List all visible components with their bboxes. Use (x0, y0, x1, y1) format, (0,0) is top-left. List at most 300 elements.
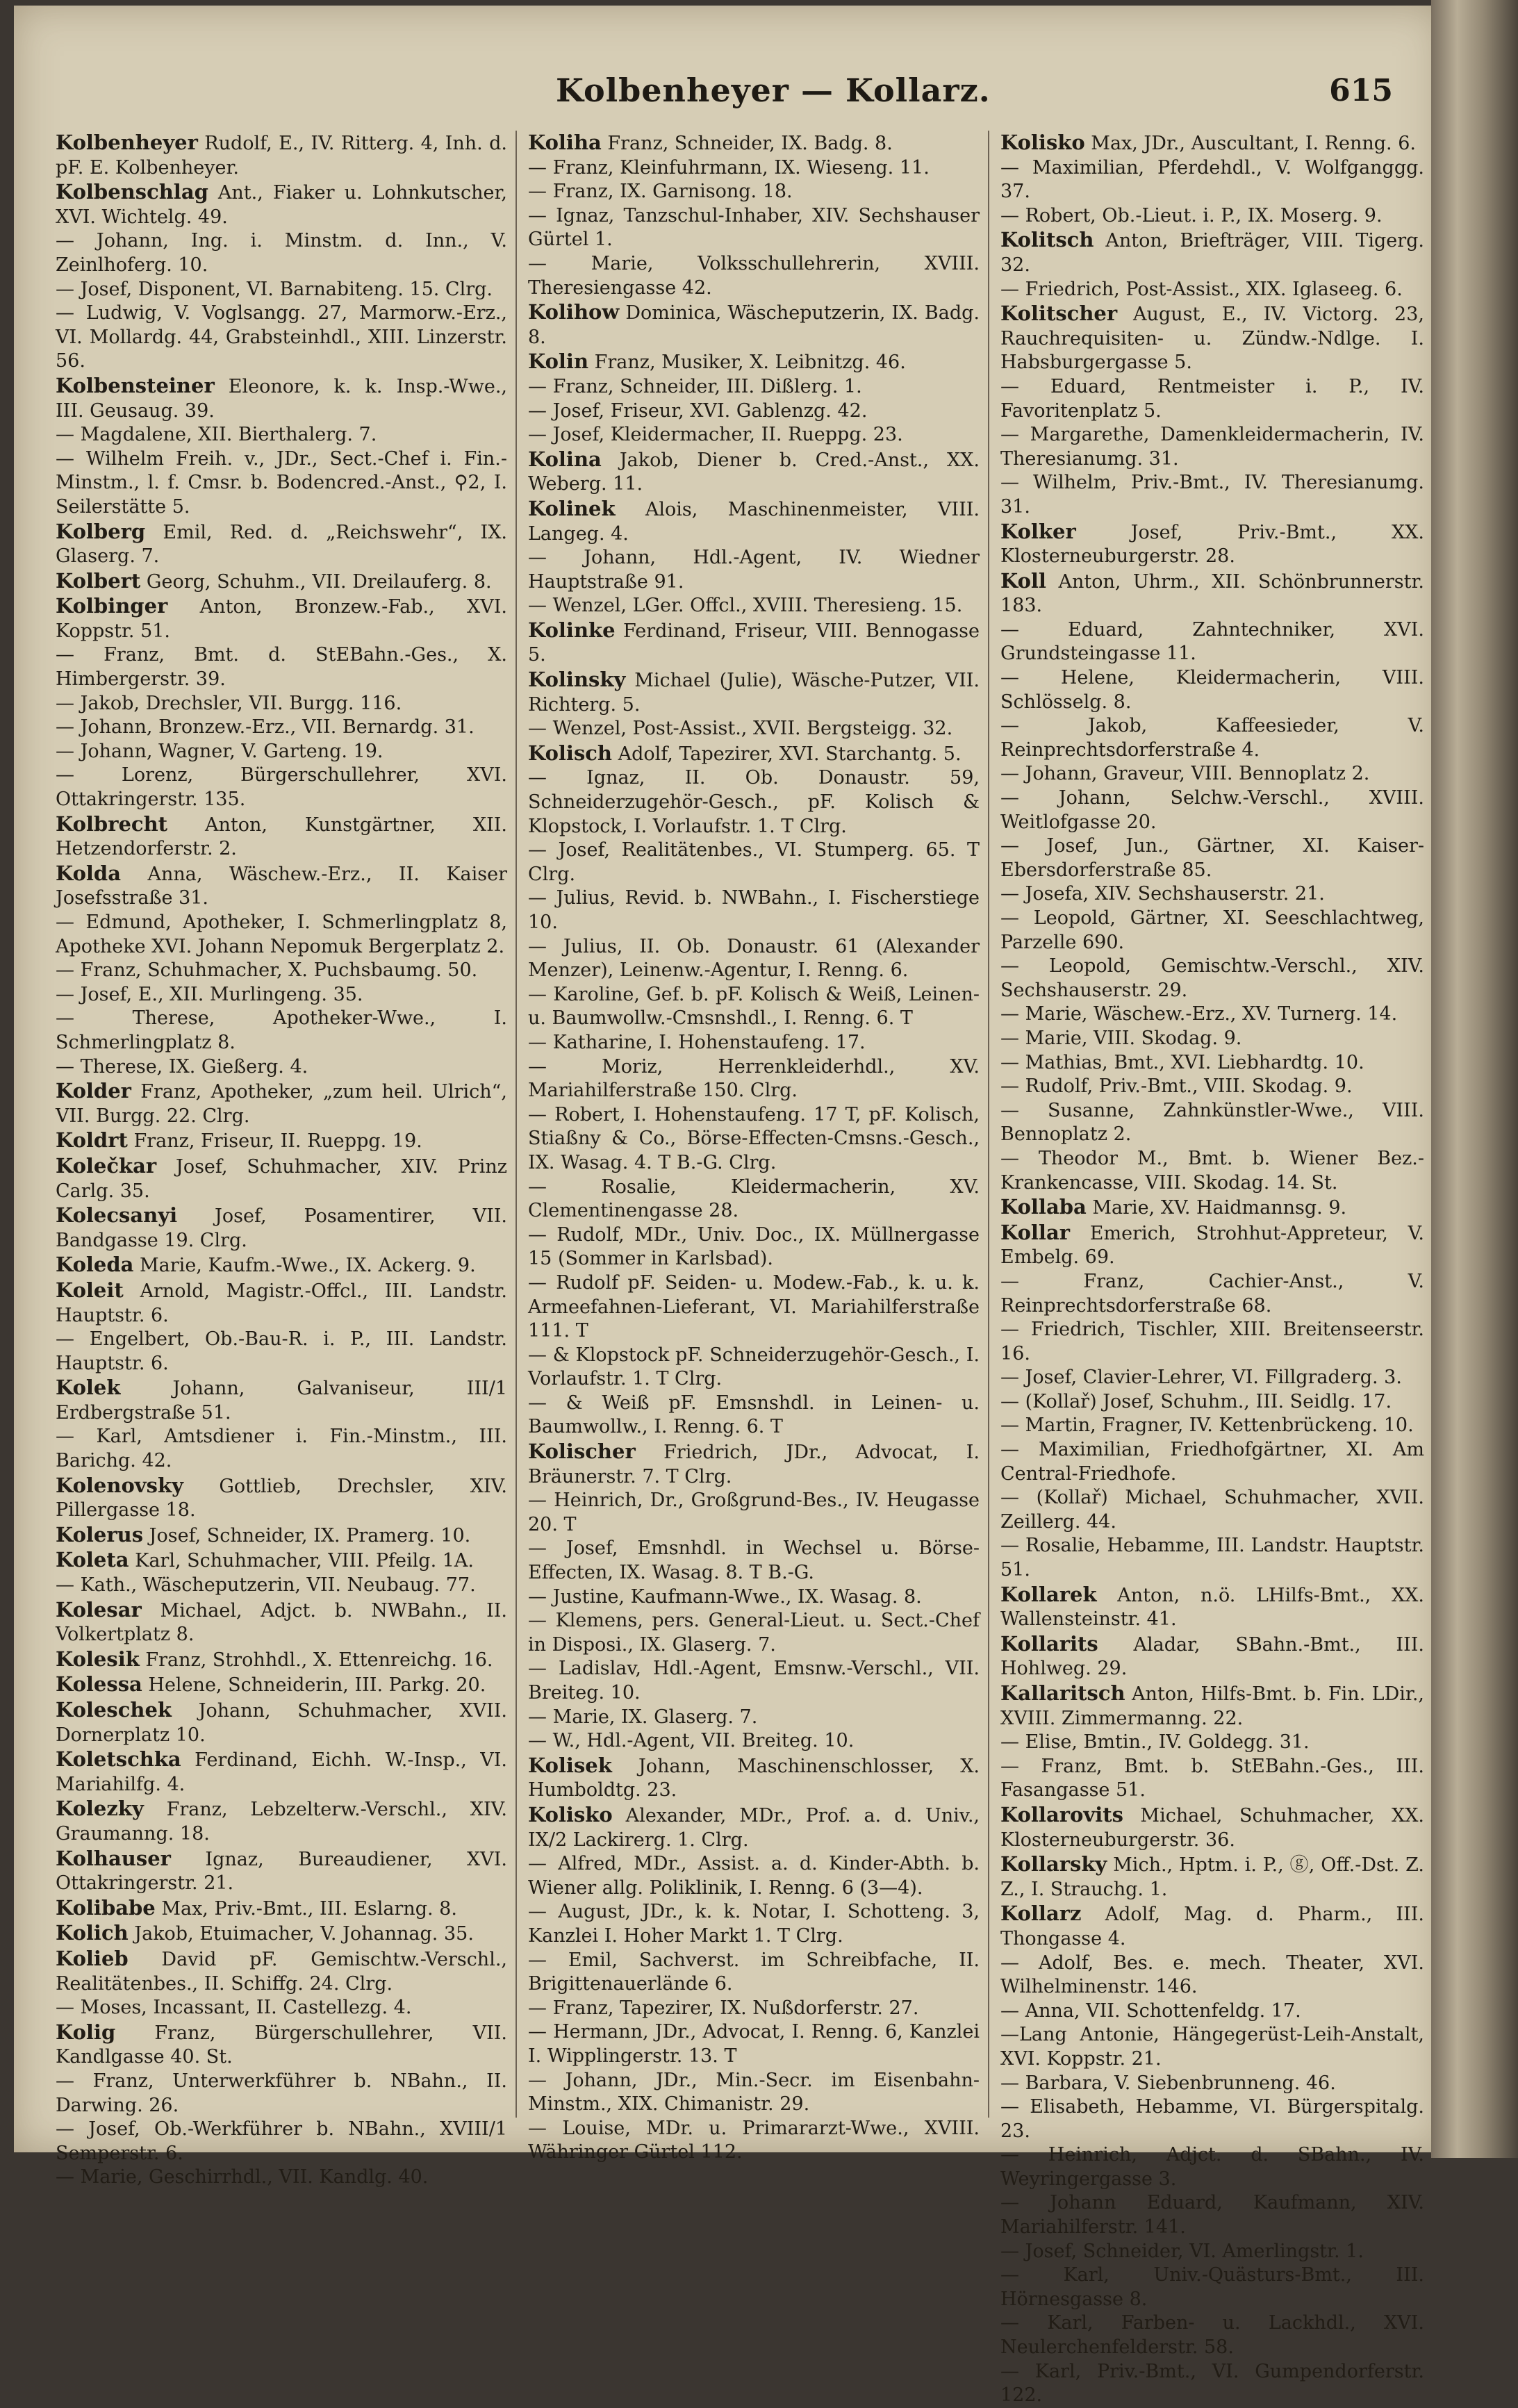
directory-entry (1000, 228, 1424, 277)
directory-entry (1000, 882, 1424, 907)
directory-entry (1000, 1583, 1424, 1632)
directory-entry (1000, 2263, 1424, 2311)
entry-text: — Johann, JDr., Min.-Secr. im Eisenbahn-Minstm., XIX. Chimanistr. 29. (528, 2069, 980, 2116)
directory-entry (1000, 2095, 1424, 2143)
entry-text: — Engelbert, Ob.-Bau-R. i. P., III. Landstr. Hauptstr. 6. (56, 1328, 507, 1374)
entry-surname: Kollar (1000, 1220, 1071, 1244)
entry-text: — Adolf, Bes. e. mech. Theater, XVI. Wilhelminenstr. 146. (1000, 1952, 1424, 1998)
entry-surname: Kolitscher (1000, 302, 1118, 326)
directory-entry (528, 1997, 980, 2021)
entry-text: — Franz, Unterwerkführer b. NBahn., II. Darwing. 26. (56, 2070, 507, 2116)
entry-text: — Lorenz, Bürgerschullehrer, XVI. Ottakringerstr. 135. (56, 764, 507, 811)
directory-entry (528, 766, 980, 839)
directory-entry (56, 131, 507, 180)
entry-text: Anna, Wäschew.-Erz., II. Kaiser Josefsstraße 31. (56, 863, 507, 909)
directory-entry (1000, 1755, 1424, 1803)
entry-text: Josef, Priv.-Bmt., XX. Klosterneuburgerstr. 28. (1000, 521, 1424, 568)
entry-surname: Kolisek (528, 1753, 612, 1777)
directory-entry (528, 300, 980, 349)
directory-entry (56, 447, 507, 520)
entry-text: — (Kollař) Michael, Schuhmacher, XVII. Zeillerg. 44. (1000, 1487, 1424, 1533)
directory-entry (528, 1055, 980, 1103)
directory-entry (56, 1574, 507, 1598)
entry-text: — Helene, Kleidermacherin, VIII. Schlösselg. 8. (1000, 667, 1424, 713)
entry-text: — & Klopstock pF. Schneiderzugehör-Gesch., I. Vorlaufstr. 1. T Clrg. (528, 1344, 980, 1390)
entry-text: Alois, Maschinenmeister, VIII. Langeg. 4. (528, 498, 980, 545)
entry-text: Arnold, Magistr.-Offcl., III. Landstr. Hauptstr. 6. (56, 1280, 507, 1326)
entry-surname: Kolesik (56, 1647, 140, 1671)
entry-surname: Koleda (56, 1253, 134, 1277)
entry-text: Anton, Briefträger, VIII. Tigerg. 32. (1000, 230, 1424, 276)
entry-text: — Josef, E., XII. Murlingeng. 35. (56, 983, 363, 1005)
directory-entry (1000, 1632, 1424, 1681)
directory-entry (56, 1154, 507, 1203)
entry-text: — W., Hdl.-Agent, VII. Breiteg. 10. (528, 1730, 855, 1752)
directory-entry (1000, 907, 1424, 955)
directory-entry (528, 1489, 980, 1537)
entry-text: — Wilhelm, Priv.-Bmt., IV. Theresianumg. 31. (1000, 472, 1424, 518)
directory-entry (56, 764, 507, 811)
directory-entry (1000, 762, 1424, 786)
directory-entry (56, 1425, 507, 1473)
column-3 (1000, 131, 1424, 2407)
directory-entry (56, 1647, 507, 1673)
directory-entry (56, 180, 507, 229)
entry-surname: Kolbrecht (56, 811, 168, 836)
entry-text: — Elise, Bmtin., IV. Goldegg. 31. (1000, 1731, 1310, 1754)
entry-text: — Franz, Schuhmacher, X. Puchsbaumg. 50. (56, 959, 478, 982)
directory-entry (528, 1031, 980, 1055)
directory-entry (528, 886, 980, 934)
directory-entry (1000, 375, 1424, 423)
entry-text: — Therese, IX. Gießerg. 4. (56, 1055, 308, 1078)
directory-entry (1000, 1414, 1424, 1438)
entry-text: Anton, n.ö. LHilfs-Bmt., XX. Wallensteinstr. 41. (1000, 1584, 1424, 1631)
entry-text: — Mathias, Bmt., XVI. Liebhardtg. 10. (1000, 1051, 1364, 1073)
entry-text: — Friedrich, Tischler, XIII. Breitenseerstr. 16. (1000, 1319, 1424, 1364)
entry-text: — Julius, II. Ob. Donaustr. 61 (Alexander Menzer), Leinenw.-Agentur, I. Renng. 6. (528, 935, 980, 982)
entry-surname: Koletschka (56, 1747, 181, 1772)
entry-surname: Kolbensteiner (56, 373, 215, 397)
directory-entry (1000, 1852, 1424, 1902)
directory-entry (56, 692, 507, 716)
directory-entry (1000, 1803, 1424, 1852)
entry-text: — Jakob, Drechsler, VII. Burgg. 116. (56, 692, 402, 714)
directory-entry (528, 1103, 980, 1176)
entry-text: Dominica, Wäscheputzerin, IX. Badg. 8. (528, 302, 980, 348)
entry-surname: Kolisko (528, 1802, 613, 1826)
directory-entry (528, 839, 980, 886)
entry-text: — Maximilian, Friedhofgärtner, XI. Am Central-Friedhofe. (1000, 1439, 1424, 1485)
directory-entry (56, 2070, 507, 2118)
directory-entry (1000, 2023, 1424, 2071)
entry-text: Adolf, Mag. d. Pharm., III. Thongasse 4. (1000, 1904, 1424, 1949)
directory-entry (528, 204, 980, 252)
entry-text: Franz, Lebzelterw.-Verschl., XIV. Graumanng. 18. (56, 1799, 507, 1845)
entry-text: Friedrich, JDr., Advocat, I. Bräunerstr. 7. T Clrg. (528, 1442, 980, 1487)
directory-entry (1000, 1999, 1424, 2024)
column-divider (515, 131, 517, 2118)
entry-text: — Ignaz, II. Ob. Donaustr. 59, Schneiderzugehör-Gesch., pF. Kolisch & Klopstock, I. Vorlaufstr. 1. T Clrg. (528, 767, 980, 837)
directory-entry (528, 1754, 980, 1803)
directory-entry (56, 643, 507, 691)
page-number: 615 (1329, 73, 1393, 108)
entry-text: — Eduard, Zahntechniker, XVI. Grundsteingasse 11. (1000, 618, 1424, 665)
directory-entry (1000, 955, 1424, 1003)
directory-entry (528, 423, 980, 447)
entry-text: Franz, Friseur, II. Rueppg. 19. (127, 1130, 422, 1153)
entry-text: — Franz, Bmt. b. StEBahn.-Ges., III. Fasangasse 51. (1000, 1755, 1424, 1801)
entry-text: Marie, XV. Haidmannsg. 9. (1086, 1197, 1347, 1219)
entry-text: — Johann, Selchw.-Verschl., XVIII. Weitlofgasse 20. (1000, 787, 1424, 833)
directory-entry (528, 618, 980, 668)
directory-entry (56, 1128, 507, 1154)
entry-text: Josef, Schuhmacher, XIV. Prinz Carlg. 35. (56, 1155, 507, 1202)
entry-surname: Kolihow (528, 300, 620, 324)
directory-entry (1000, 1952, 1424, 1999)
directory-entry (1000, 1438, 1424, 1486)
entry-text: — Hermann, JDr., Advocat, I. Renng. 6, Kanzlei I. Wipplingerstr. 13. T (528, 2021, 980, 2067)
entry-surname: Kolerus (56, 1522, 144, 1547)
entry-text: Ferdinand, Eichh. W.-Insp., VI. Mariahilfg. 4. (56, 1749, 507, 1795)
entry-text: — Leopold, Gemischtw.-Verschl., XIV. Sechshauserstr. 29. (1000, 955, 1424, 1001)
entry-text: — Friedrich, Post-Assist., XIX. Iglaseeg. 6. (1000, 278, 1403, 300)
entry-text: — Johann, Wagner, V. Garteng. 19. (56, 740, 383, 762)
running-head: Kolbenheyer — Kollarz. (556, 72, 991, 109)
directory-entry (56, 569, 507, 595)
directory-entry (56, 1007, 507, 1055)
entry-text: — Marie, Wäschew.-Erz., XV. Turnerg. 14. (1000, 1003, 1398, 1025)
entry-text: — Wenzel, Post-Assist., XVII. Bergsteigg. 32. (528, 718, 953, 740)
directory-entry (528, 2117, 980, 2165)
directory-entry (528, 375, 980, 399)
entry-text: — Wilhelm Freih. v., JDr., Sect.-Chef i. Fin.-Minstm., l. f. Cmsr. b. Bodencred.-Anst., ⚲2, I. Seilerstätte 5. (56, 447, 507, 518)
entry-text: — Moriz, Herrenkleiderhdl., XV. Mariahilferstraße 150. Clrg. (528, 1055, 980, 1102)
entry-text: Alexander, MDr., Prof. a. d. Univ., IX/2 Lackirerg. 1. Clrg. (528, 1804, 980, 1851)
directory-entry (528, 2020, 980, 2068)
entry-text: — Rosalie, Hebamme, III. Landstr. Hauptstr. 51. (1000, 1535, 1424, 1581)
entry-text: — Johann, Graveur, VIII. Bennoplatz 2. (1000, 763, 1370, 785)
directory-entry (1000, 131, 1424, 156)
entry-text: — Maximilian, Pferdehdl., V. Wolfganggg. 37. (1000, 156, 1424, 203)
entry-surname: Kolin (528, 349, 589, 374)
directory-entry (1000, 618, 1424, 666)
entry-surname: Koleschek (56, 1698, 172, 1722)
entry-text: — Robert, Ob.-Lieut. i. P., IX. Moserg. 9. (1000, 204, 1383, 226)
entry-text: Michael (Julie), Wäsche-Putzer, VII. Richterg. 5. (528, 670, 980, 716)
entry-text: — Wenzel, LGer. Offcl., XVIII. Theresieng. 15. (528, 595, 963, 617)
entry-surname: Kolinsky (528, 668, 626, 692)
entry-text: — Karl, Univ.-Quästurs-Bmt., III. Hörnesgasse 8. (1000, 2264, 1424, 2310)
entry-text: — Ignaz, Tanzschul-Inhaber, XIV. Sechshauser Gürtel 1. (528, 204, 980, 251)
directory-entry (528, 668, 980, 717)
directory-entry (1000, 471, 1424, 519)
entry-surname: Kolezky (56, 1797, 144, 1821)
directory-entry (1000, 1681, 1424, 1731)
entry-text: — (Kollař) Josef, Schuhm., III. Seidlg. 17. (1000, 1390, 1392, 1412)
directory-entry (528, 156, 980, 181)
entry-surname: Kollarovits (1000, 1802, 1123, 1826)
entry-text: — Ludwig, V. Voglsangg. 27, Marmorw.-Erz., VI. Mollardg. 44, Grabsteinhdl., XIII. Linzerstr. 56. (56, 302, 507, 372)
entry-text: Josef, Posamentirer, VII. Bandgasse 19. Clrg. (56, 1205, 507, 1251)
entry-text: — Rudolf pF. Seiden- u. Modew.-Fab., k. u. k. Armeefahnen-Lieferant, VI. Mariahilferstraße 111. T (528, 1271, 980, 1342)
directory-entry (528, 2069, 980, 2117)
entry-text: Ferdinand, Friseur, VIII. Bennogasse 5. (528, 620, 980, 666)
entry-text: — Jakob, Kaffeesieder, V. Reinprechtsdorferstraße 4. (1000, 715, 1424, 761)
column-divider (988, 131, 989, 2118)
directory-entry (1000, 1075, 1424, 1099)
entry-text: — Johann, Bronzew.-Erz., VII. Bernardg. 31. (56, 716, 475, 739)
directory-entry (528, 1657, 980, 1705)
entry-text: — Karl, Priv.-Bmt., VI. Gumpendorferstr. 122. (1000, 2360, 1424, 2407)
directory-entry (56, 1847, 507, 1896)
entry-text: Max, Priv.-Bmt., III. Eslarng. 8. (155, 1897, 457, 1920)
directory-entry (56, 1253, 507, 1278)
directory-entry (1000, 1099, 1424, 1147)
page-header (14, 72, 1442, 120)
directory-entry (528, 1176, 980, 1223)
entry-text: — Josef, Disponent, VI. Barnabiteng. 15. Clrg. (56, 278, 493, 300)
directory-entry (528, 1585, 980, 1610)
entry-text: Emerich, Strohhut-Appreteur, V. Embelg. 69. (1000, 1222, 1424, 1269)
entry-text: — Rudolf, MDr., Univ. Doc., IX. Müllnergasse 15 (Sommer in Karlsbad). (528, 1223, 980, 1270)
entry-text: — Rudolf, Priv.-Bmt., VIII. Skodag. 9. (1000, 1075, 1353, 1098)
entry-surname: Kolischer (528, 1440, 636, 1464)
directory-entry (1000, 278, 1424, 302)
entry-text: — Josef, Realitätenbes., VI. Stumperg. 65. T Clrg. (528, 839, 980, 885)
column-2 (528, 131, 980, 2163)
directory-entry (528, 399, 980, 424)
entry-text: — Franz, Tapezirer, IX. Nußdorferstr. 27. (528, 1997, 919, 2019)
entry-text: Rudolf, E., IV. Ritterg. 4, Inh. d. pF. E. Kolbenheyer. (56, 133, 507, 179)
directory-entry (56, 1947, 507, 1996)
directory-entry (56, 1672, 507, 1698)
entry-text: — Barbara, V. Siebenbrunneng. 46. (1000, 2072, 1336, 2094)
entry-text: Marie, Kaufm.-Wwe., IX. Ackerg. 9. (133, 1255, 476, 1277)
entry-text: — Josef, Schneider, VI. Amerlingstr. 1. (1000, 2240, 1364, 2262)
entry-surname: Kolenovsky (56, 1473, 183, 1497)
entry-surname: Kallaritsch (1000, 1681, 1125, 1705)
entry-surname: Kolinek (528, 496, 616, 520)
entry-surname: Kolich (56, 1921, 129, 1945)
directory-entry (528, 1706, 980, 1730)
entry-text: — Johann, Hdl.-Agent, IV. Wiedner Hauptstraße 91. (528, 547, 980, 593)
entry-text: Adolf, Tapezirer, XVI. Starchantg. 5. (612, 743, 962, 765)
entry-text: — & Weiß pF. Emsnshdl. in Leinen- u. Baumwollw., I. Renng. 6. T (528, 1392, 980, 1438)
entry-text: — Moses, Incassant, II. Castellezg. 4. (56, 1997, 412, 2019)
entry-text: — Julius, Revid. b. NWBahn., I. Fischerstiege 10. (528, 887, 980, 933)
entry-surname: Kollaba (1000, 1195, 1087, 1219)
directory-entry (1000, 1027, 1424, 1051)
entry-surname: Koll (1000, 568, 1046, 593)
entry-text: Michael, Adjct. b. NWBahn., II. Volkertplatz 8. (56, 1599, 507, 1646)
directory-entry (56, 374, 507, 423)
directory-entry (56, 1996, 507, 2020)
directory-entry (1000, 2311, 1424, 2359)
entry-surname: Kollarek (1000, 1582, 1097, 1606)
directory-entry (56, 1278, 507, 1328)
directory-entry (1000, 2191, 1424, 2239)
directory-entry (1000, 1270, 1424, 1318)
entry-text: Franz, Musiker, X. Leibnitzg. 46. (588, 352, 906, 374)
entry-text: Franz, Bürgerschullehrer, VII. Kandlgasse 40. St. (56, 2022, 507, 2068)
directory-entry (56, 1203, 507, 1253)
directory-entry (1000, 786, 1424, 834)
entry-text: — Ladislav, Hdl.-Agent, Emsnw.-Verschl., VII. Breiteg. 10. (528, 1658, 980, 1704)
entry-text: — Anna, VII. Schottenfeldg. 17. (1000, 1999, 1301, 2022)
entry-text: — Josef, Clavier-Lehrer, VI. Fillgraderg. 3. (1000, 1367, 1402, 1389)
directory-entry (56, 911, 507, 959)
entry-text: — Josef, Friseur, XVI. Gablenzg. 42. (528, 399, 868, 422)
entry-text: Josef, Schneider, IX. Pramerg. 10. (143, 1524, 471, 1547)
directory-entry (56, 2020, 507, 2070)
entry-text: Franz, Strohhdl., X. Ettenreichg. 16. (139, 1649, 493, 1671)
directory-entry (56, 1548, 507, 1574)
directory-entry (528, 741, 980, 767)
entry-text: — Franz, Kleinfuhrmann, IX. Wieseng. 11. (528, 156, 930, 179)
entry-text: — Marie, IX. Glaserg. 7. (528, 1706, 758, 1728)
entry-text: —Lang Antonie, Hängegerüst-Leih-Anstalt, XVI. Koppstr. 21. (1000, 2024, 1424, 2070)
entry-text: — Therese, Apotheker-Wwe., I. Schmerlingplatz 8. (56, 1007, 507, 1053)
directory-entry (56, 1896, 507, 1922)
entry-text: — Josef, Emsnhdl. in Wechsel u. Börse-Effecten, IX. Wasag. 8. T B.-G. (528, 1537, 980, 1584)
directory-entry (528, 180, 980, 204)
directory-entry (528, 497, 980, 546)
entry-text: — Heinrich, Dr., Großgrund-Bes., IV. Heugasse 20. T (528, 1490, 980, 1535)
directory-entry (56, 983, 507, 1007)
entry-text: — Johann, Ing. i. Minstm. d. Inn., V. Zeinlhoferg. 10. (56, 230, 507, 276)
directory-entry (56, 959, 507, 983)
directory-entry (1000, 666, 1424, 714)
entry-text: — Franz, Schneider, III. Dißlerg. 1. (528, 375, 862, 397)
directory-entry (56, 423, 507, 447)
entry-text: Karl, Schuhmacher, VIII. Pfeilg. 1A. (129, 1550, 474, 1572)
entry-text: Gottlieb, Drechsler, XIV. Pillergasse 18. (56, 1475, 507, 1522)
directory-entry (1000, 2143, 1424, 2191)
directory-entry (1000, 1534, 1424, 1582)
entry-text: David pF. Gemischtw.-Verschl., Realitätenbes., II. Schiffg. 24. Clrg. (56, 1948, 507, 1995)
entry-surname: Kolhauser (56, 1846, 171, 1870)
entry-surname: Koleta (56, 1548, 129, 1572)
entry-surname: Kolisch (528, 741, 613, 765)
directory-entry (528, 1223, 980, 1271)
directory-entry (1000, 156, 1424, 204)
directory-entry (1000, 423, 1424, 471)
directory-entry (528, 1537, 980, 1585)
entry-text: — Emil, Sachverst. im Schreibfache, II. Brigittenauerlände 6. (528, 1949, 980, 1995)
directory-entry (528, 1609, 980, 1657)
entry-surname: Kollarits (1000, 1631, 1098, 1656)
directory-entry (56, 1698, 507, 1747)
entry-surname: Kolessa (56, 1672, 142, 1697)
entry-surname: Kolbert (56, 568, 141, 593)
entry-surname: Kolek (56, 1376, 121, 1400)
directory-entry (56, 2118, 507, 2166)
entry-surname: Kolitsch (1000, 228, 1094, 252)
entry-text: — Margarethe, Damenkleidermacherin, IV. Theresianumg. 31. (1000, 424, 1424, 470)
directory-entry (528, 131, 980, 156)
entry-text: Anton, Kunstgärtner, XII. Hetzendorferstr. 2. (56, 814, 507, 860)
entry-text: Aladar, SBahn.-Bmt., III. Hohlweg. 29. (1000, 1633, 1424, 1680)
entry-text: — Karoline, Gef. b. pF. Kolisch & Weiß, Leinen- u. Baumwollw.-Cmsnshdl., I. Renng. 6. T (528, 983, 980, 1030)
directory-entry (56, 1921, 507, 1947)
directory-entry (528, 1949, 980, 1997)
entry-text: — Theodor M., Bmt. b. Wiener Bez.-Krankencasse, VIII. Skodag. 14. St. (1000, 1147, 1424, 1194)
directory-entry (528, 447, 980, 497)
entry-text: August, E., IV. Victorg. 23, Rauchrequisiten- u. Zündw.-Ndlge. I. Habsburgergasse 5. (1000, 304, 1424, 374)
entry-text: Anton, Hilfs-Bmt. b. Fin. LDir., XVIII. Zimmermanng. 22. (1000, 1683, 1424, 1729)
entry-surname: Kolbinger (56, 594, 168, 618)
directory-entry (528, 594, 980, 618)
entry-text: — Leopold, Gärtner, XI. Seeschlachtweg, Parzelle 690. (1000, 907, 1424, 953)
directory-entry (56, 740, 507, 764)
entry-text: — Heinrich, Adjct. d. SBahn., IV. Weyringergasse 3. (1000, 2144, 1424, 2190)
entry-text: — Martin, Fragner, IV. Kettenbrückeng. 10. (1000, 1415, 1414, 1437)
directory-entry (1000, 1390, 1424, 1415)
directory-entry (56, 1376, 507, 1425)
directory-entry (1000, 2072, 1424, 2096)
directory-entry (528, 717, 980, 741)
entry-text: — Franz, Cachier-Anst., V. Reinprechtsdorferstraße 68. (1000, 1270, 1424, 1317)
entry-surname: Koldrt (56, 1128, 128, 1153)
entry-surname: Kolinke (528, 618, 616, 642)
entry-surname: Kolbenschlag (56, 180, 208, 204)
directory-entry (56, 812, 507, 861)
entry-text: Anton, Uhrm., XII. Schönbrunnerstr. 183. (1000, 570, 1424, 617)
entry-surname: Kolesar (56, 1597, 142, 1622)
entry-text: — Josefa, XIV. Sechshauserstr. 21. (1000, 883, 1325, 905)
entry-text: — Robert, I. Hohenstaufeng. 17 T, pF. Kolisch, Stiaßny & Co., Börse-Effecten-Cmsns.-Gesch., IX. Wasag. 4. T B.-G. Clrg. (528, 1103, 980, 1173)
directory-entry (1000, 1221, 1424, 1270)
entry-text: — Katharine, I. Hohenstaufeng. 17. (528, 1031, 866, 1053)
entry-surname: Kolberg (56, 519, 146, 543)
directory-entry (1000, 1318, 1424, 1366)
entry-surname: Kolecsanyi (56, 1203, 178, 1228)
entry-text: — Marie, VIII. Skodag. 9. (1000, 1027, 1242, 1049)
entry-surname: Kolisko (1000, 131, 1085, 154)
entry-text: — Alfred, MDr., Assist. a. d. Kinder-Abth. b. Wiener allg. Poliklinik, I. Renng. 6 (3—4). (528, 1853, 980, 1899)
entry-text: — Edmund, Apotheker, I. Schmerlingplatz 8, Apotheke XVI. Johann Nepomuk Bergerplatz 2. (56, 912, 507, 957)
entry-surname: Koliha (528, 131, 602, 154)
entry-text: Jakob, Etuimacher, V. Johannag. 35. (128, 1923, 474, 1945)
directory-entry (56, 1797, 507, 1846)
entry-text: — Josef, Kleidermacher, II. Rueppg. 23. (528, 424, 903, 446)
entry-text: — Elisabeth, Hebamme, VI. Bürgerspitalg. 23. (1000, 2096, 1424, 2142)
directory-entry (1000, 1003, 1424, 1027)
directory-entry (528, 1392, 980, 1440)
directory-entry (528, 983, 980, 1031)
entry-text: — Josef, Ob.-Werkführer b. NBahn., XVIII/1 Semperstr. 6. (56, 2118, 507, 2164)
entry-text: Ignaz, Bureaudiener, XVI. Ottakringerstr. 21. (56, 1848, 507, 1895)
directory-entry (528, 252, 980, 300)
directory-entry (528, 349, 980, 375)
directory-entry (56, 716, 507, 740)
entry-surname: Kolig (56, 2020, 116, 2044)
entry-text: — Johann Eduard, Kaufmann, XIV. Mariahilferstr. 141. (1000, 2192, 1424, 2238)
directory-page (14, 6, 1442, 2407)
entry-text: — Louise, MDr. u. Primararzt-Wwe., XVIII. Währinger Gürtel 112. (528, 2117, 980, 2163)
directory-entry (528, 1271, 980, 1344)
entry-surname: Koleit (56, 1278, 124, 1302)
directory-entry (1000, 834, 1424, 882)
directory-entry (528, 1729, 980, 1754)
column-1 (56, 131, 507, 2188)
entry-text: — Justine, Kaufmann-Wwe., IX. Wasag. 8. (528, 1585, 922, 1608)
entry-text: — Karl, Amtsdiener i. Fin.-Minstm., III. Barichg. 42. (56, 1426, 507, 1472)
entry-text: — Karl, Farben- u. Lackhdl., XVI. Neulerchenfelderstr. 58. (1000, 2312, 1424, 2359)
entry-text: Mich., Hptm. i. P., ⓖ, Off.-Dst. Z. Z., I. Strauchg. 1. (1000, 1854, 1424, 1900)
directory-entry (56, 520, 507, 569)
